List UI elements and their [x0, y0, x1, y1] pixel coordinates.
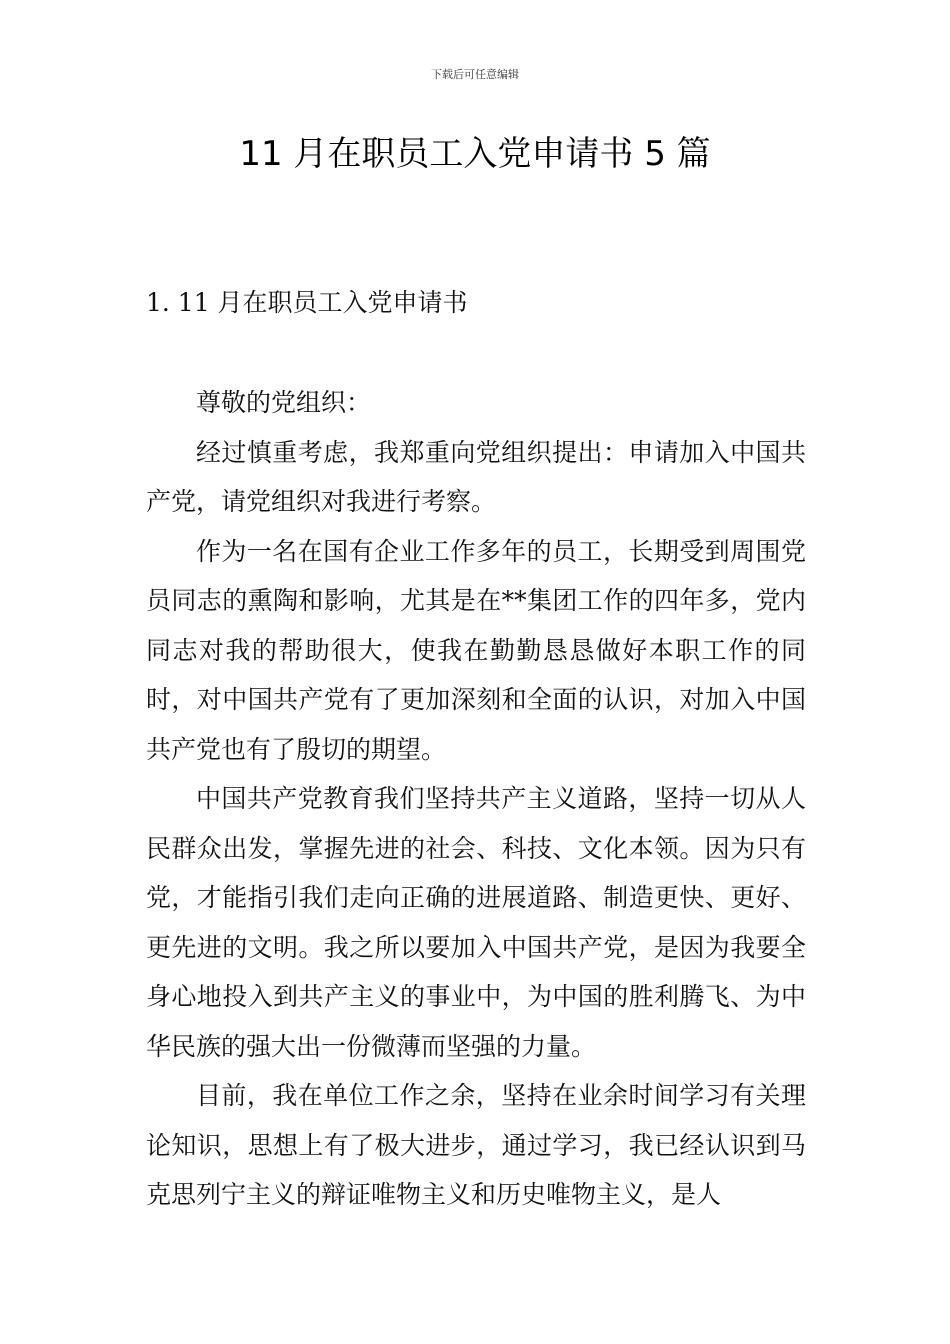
header-note: 下载后可任意编辑: [431, 68, 519, 81]
paragraph: 作为一名在国有企业工作多年的员工，长期受到周围党员同志的熏陶和影响，尤其是在**集团工作的四年多，党内同志对我的帮助很大，使我在勤勤恳恳做好本职工作的同时，对中国共产党有了更加深刻和全面的认识，对加入中国共产党也有了殷切的期望。: [146, 536, 806, 764]
salutation: 尊敬的党组织：: [196, 388, 372, 417]
paragraph: 目前，我在单位工作之余，坚持在业余时间学习有关理论知识，思想上有了极大进步，通过学习，我已经认识到马克思列宁主义的辩证唯物主义和历史唯物主义，是人: [146, 1081, 806, 1209]
paragraph: 经过慎重考虑，我郑重向党组织提出：申请加入中国共产党，请党组织对我进行考察。: [146, 437, 806, 516]
document-body: [146, 378, 806, 1220]
section-heading: 1. 11 月在职员工入党申请书: [146, 288, 468, 317]
paragraph: 中国共产党教育我们坚持共产主义道路，坚持一切从人民群众出发，掌握先进的社会、科技、文化本领。因为只有党，才能指引我们走向正确的进展道路、制造更快、更好、更先进的文明。我之所以要加入中国共产党，是因为我要全身心地投入到共产主义的事业中，为中国的胜利腾飞、为中华民族的强大出一份微薄而坚强的力量。: [146, 784, 806, 1061]
document-title: 11 月在职员工入党申请书 5 篇: [239, 134, 711, 174]
